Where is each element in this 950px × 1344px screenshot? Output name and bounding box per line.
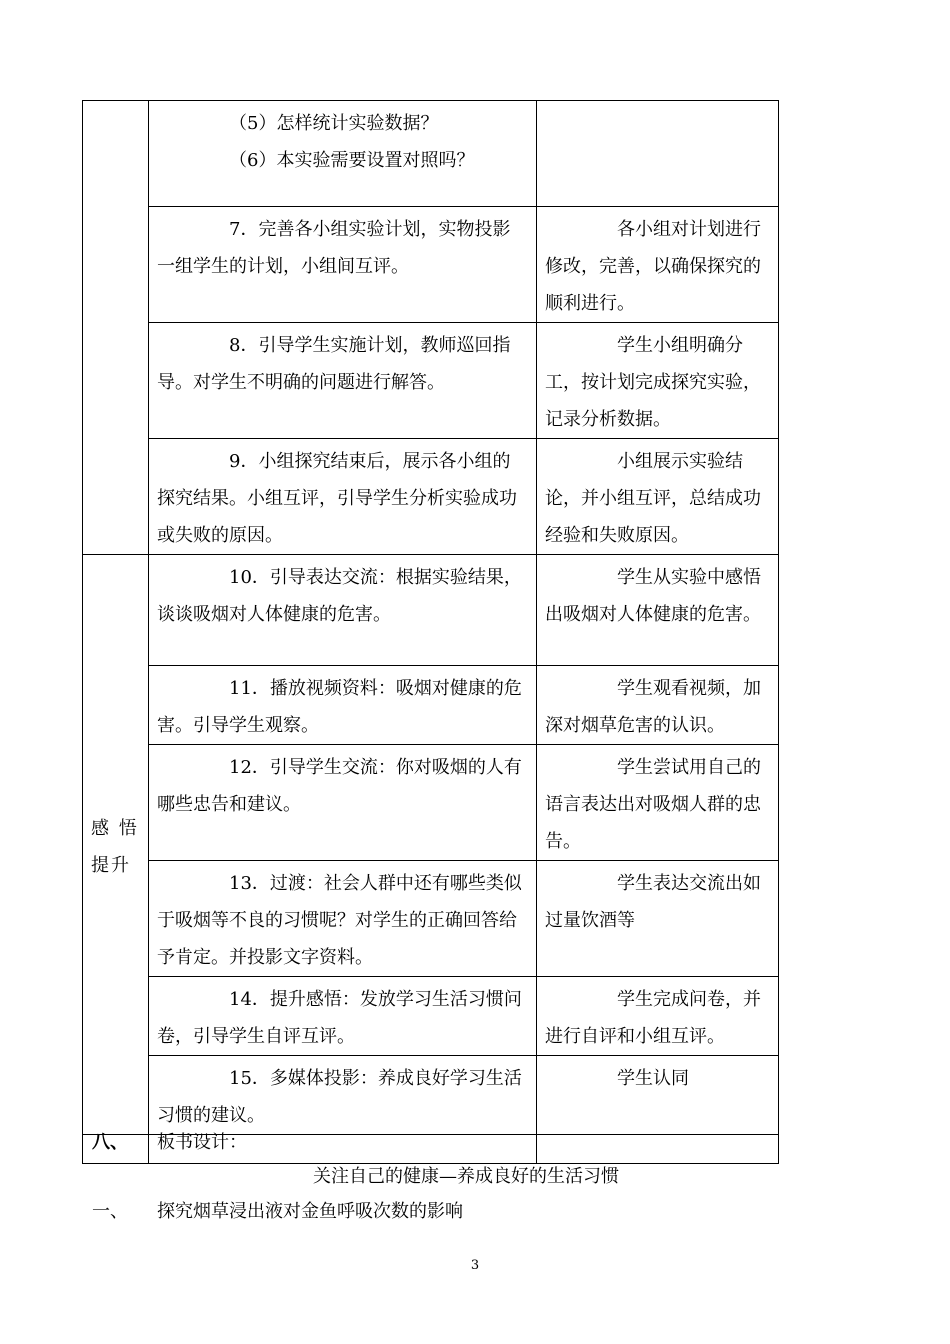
section-number: 八、 (92, 1132, 128, 1153)
teacher-activity-cell: 14．提升感悟：发放学习生活习惯问卷，引导学生自评互评。 (149, 977, 537, 1056)
table-row (83, 207, 779, 323)
student-activity-cell: 学生认同 (537, 1056, 779, 1135)
item-number: 一、 (92, 1201, 128, 1222)
empty-cell (537, 1135, 779, 1164)
student-activity-cell: 学生从实验中感悟出吸烟对人体健康的危害。 (537, 555, 779, 666)
table-row (83, 101, 779, 207)
student-activity-cell: 各小组对计划进行修改，完善，以确保探究的顺利进行。 (537, 207, 779, 323)
table-row (83, 745, 779, 861)
stage-label-cell (83, 555, 149, 1135)
teacher-activity-cell: 10．引导表达交流：根据实验结果，谈谈吸烟对人体健康的危害。 (149, 555, 537, 666)
item-text: 探究烟草浸出液对金鱼呼吸次数的影响 (157, 1201, 463, 1222)
student-activity-cell: 学生表达交流出如过量饮酒等 (537, 861, 779, 977)
teacher-activity-cell: 12．引导学生交流：你对吸烟的人有哪些忠告和建议。 (149, 745, 537, 861)
board-title-text: 关注自己的健康—养成良好的生活习惯 (313, 1166, 619, 1187)
table-row (83, 861, 779, 977)
student-activity-cell: 小组展示实验结论，并小组互评，总结成功经验和失败原因。 (537, 439, 779, 555)
teacher-activity-cell: 11．播放视频资料：吸烟对健康的危害。引导学生观察。 (149, 666, 537, 745)
stage-cell-empty (83, 101, 149, 555)
table-row (83, 977, 779, 1056)
question-line: （5）怎样统计实验数据？ (229, 113, 439, 134)
teacher-activity-cell: 8．引导学生实施计划，教师巡回指导。对学生不明确的问题进行解答。 (149, 323, 537, 439)
table-row (83, 555, 779, 666)
teacher-activity-cell: 9．小组探究结束后，展示各小组的探究结果。小组互评，引导学生分析实验成功或失败的原因。 (149, 439, 537, 555)
student-activity-cell (537, 101, 779, 207)
teacher-activity-cell (149, 101, 537, 207)
teacher-activity-cell: 13．过渡：社会人群中还有哪些类似于吸烟等不良的习惯呢？对学生的正确回答给予肯定。并投影文字资料。 (149, 861, 537, 977)
stage-label-line: 提升 (91, 854, 131, 876)
lesson-table (82, 100, 779, 1164)
table-row (83, 1056, 779, 1135)
stage-label-line: 感 悟 (91, 817, 139, 839)
question-line: （6）本实验需要设置对照吗？ (229, 150, 475, 171)
page-number: 3 (470, 1258, 480, 1273)
student-activity-cell: 学生完成问卷，并进行自评和小组互评。 (537, 977, 779, 1056)
teacher-activity-cell: 15．多媒体投影：养成良好学习生活习惯的建议。 (149, 1056, 537, 1135)
table-row (83, 666, 779, 745)
table-row (83, 323, 779, 439)
student-activity-cell: 学生小组明确分工，按计划完成探究实验，记录分析数据。 (537, 323, 779, 439)
teacher-activity-cell: 7．完善各小组实验计划，实物投影一组学生的计划，小组间互评。 (149, 207, 537, 323)
section-title: 板书设计： (157, 1132, 247, 1153)
student-activity-cell: 学生尝试用自己的语言表达出对吸烟人群的忠告。 (537, 745, 779, 861)
student-activity-cell: 学生观看视频，加深对烟草危害的认识。 (537, 666, 779, 745)
table-row (83, 439, 779, 555)
